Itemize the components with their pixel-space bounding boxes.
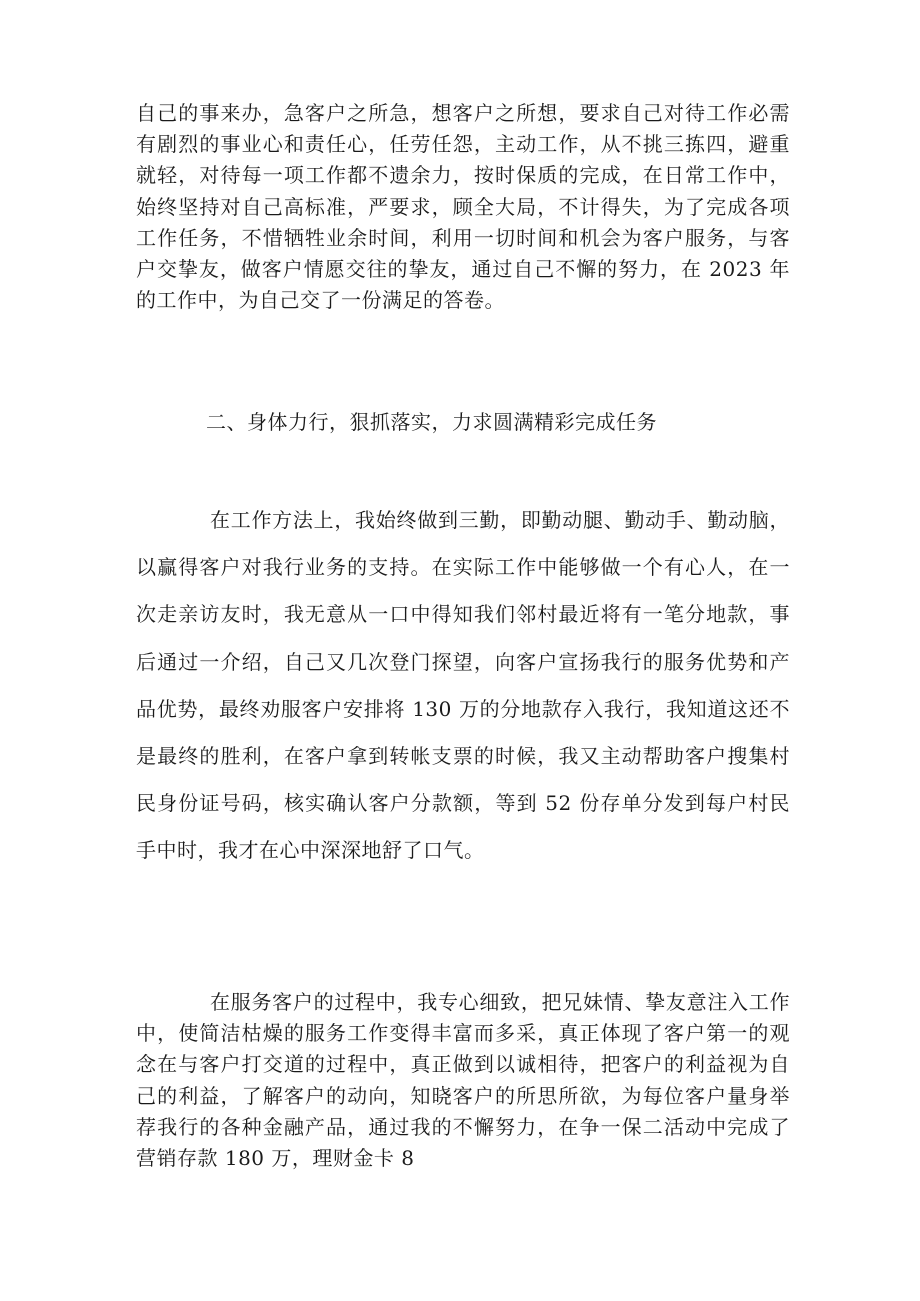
paragraph-work-method: 在工作方法上，我始终做到三勤，即勤动腿、勤动手、勤动脑，以赢得客户对我行业务的支持。在实际工作中能够做一个有心人，在一次走亲访友时，我无意从一口中得知我们邻村最近将有一笔分地款，事后通过一介绍，自己又几次登门探望，向客户宣扬我行的服务优势和产品优势，最终劝服客户安排将 130 万的分地款存入我行，我知道这还不是最终的胜利，在客户拿到转帐支票的时候，我又主动帮助客户搜集村民身份证号码，核实确认客户分款额，等到 52 份存单分发到每户村民手中时，我才在心中深深地舒了口气。 [136, 508, 790, 863]
paragraph-customer-service: 在服务客户的过程中，我专心细致，把兄妹情、挚友意注入工作中，使简洁枯燥的服务工作变得丰富而多采，真正体现了客户第一的观念在与客户打交道的过程中，真正做到以诚相待，把客户的利益视为自己的利益，了解客户的动向，知晓客户的所思所欲，为每位客户量身举荐我行的各种金融产品，通过我的不懈努力，在争一保二活动中完成了营销存款 180 万，理财金卡 8 [136, 990, 790, 1171]
paragraph-intro: 自己的事来办，急客户之所急，想客户之所想，要求自己对待工作必需有剧烈的事业心和责任心，任劳任怨，主动工作，从不挑三拣四，避重就轻，对待每一项工作都不遗余力，按时保质的完成，在日常工作中，始终坚持对自己高标准，严要求，顾全大局，不计得失，为了完成各项工作任务，不惜牺牲业余时间，利用一切时间和机会为客户服务，与客户交挚友，做客户情愿交往的挚友，通过自己不懈的努力，在 2023 年的工作中，为自己交了一份满足的答卷。 [136, 101, 790, 313]
section-heading: 二、身体力行，狠抓落实，力求圆满精彩完成任务 [206, 410, 657, 434]
